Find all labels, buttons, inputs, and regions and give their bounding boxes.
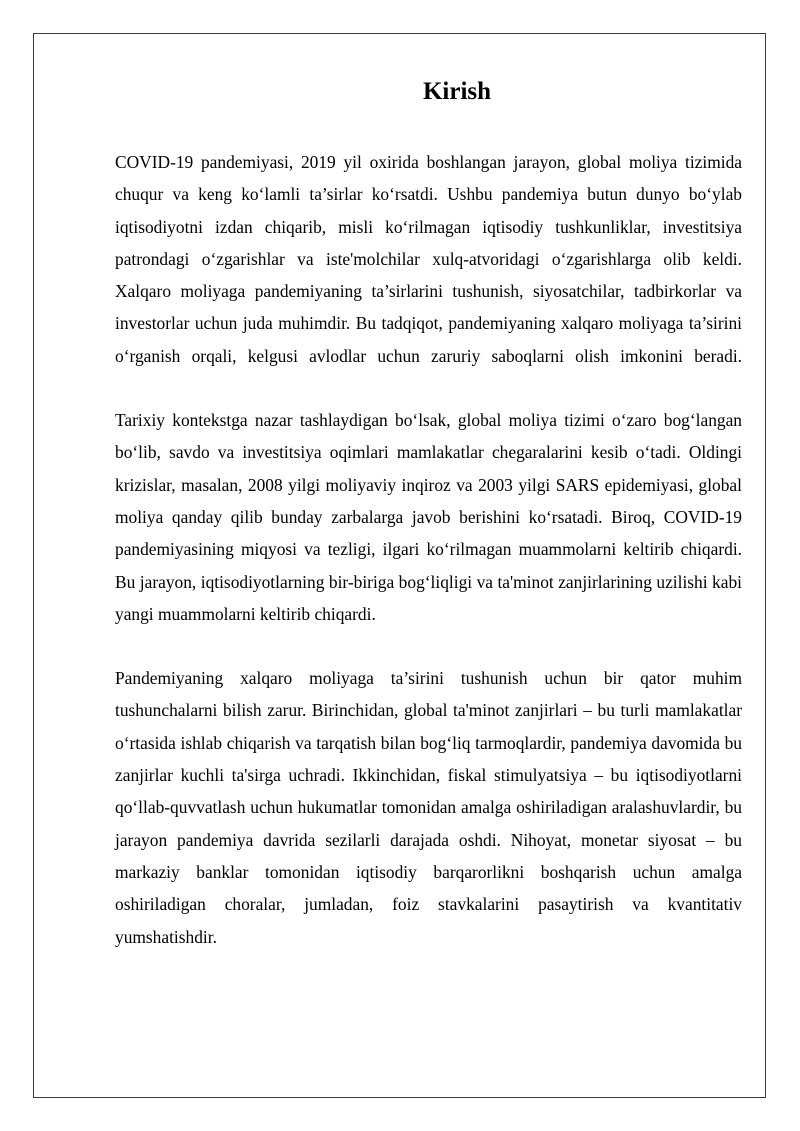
- document-body: [115, 76, 742, 953]
- paragraph-historical-context: Tarixiy kontekstga nazar tashlaydigan bo‘lsak, global moliya tizimi o‘zaro bog‘langan bo‘lib, savdo va investitsiya oqimlari mamlakatlar chegaralarini kesib o‘tadi. Oldingi krizislar, masalan, 2008 yilgi moliyaviy inqiroz va 2003 yilgi SARS epidemiyasi, global moliya qanday qilib bunday zarbalarga javob berishini ko‘rsatadi. Biroq, COVID-19 pandemiyasining miqyosi va tezligi, ilgari ko‘rilmagan muammolarni keltirib chiqardi. Bu jarayon, iqtisodiyotlarning bir-biriga bog‘liqligi va ta'minot zanjirlarining uzilishi kabi yangi muammolarni keltirib chiqardi.: [115, 410, 742, 624]
- paragraph-introduction: COVID-19 pandemiyasi, 2019 yil oxirida boshlangan jarayon, global moliya tizimida chuqur va keng ko‘lamli ta’sirlar ko‘rsatdi. Ushbu pandemiya butun dunyo bo‘ylab iqtisodiyotni izdan chiqarib, misli ko‘rilmagan iqtisodiy tushkunliklar, investitsiya patrondagi o‘zgarishlar va iste'molchilar xulq-atvoridagi o‘zgarishlarga olib keldi. Xalqaro moliyaga pandemiyaning ta’sirlarini tushunish, siyosatchilar, tadbirkorlar va investorlar uchun juda muhimdir. Bu tadqiqot, pandemiyaning xalqaro moliyaga ta’sirini o‘rganish orqali, kelgusi avlodlar uchun zaruriy saboqlarni olish imkonini beradi.: [115, 152, 742, 366]
- page-title: Kirish: [422, 78, 492, 105]
- paragraph-key-concepts: Pandemiyaning xalqaro moliyaga ta’sirini tushunish uchun bir qator muhim tushunchalarni bilish zarur. Birinchidan, global ta'minot zanjirlari – bu turli mamlakatlar o‘rtasida ishlab chiqarish va tarqatish bilan bog‘liq tarmoqlardir, pandemiya davomida bu zanjirlar kuchli ta'sirga uchradi. Ikkinchidan, fiskal stimulyatsiya – bu iqtisodiyotlarni qo‘llab-quvvatlash uchun hukumatlar tomonidan amalga oshiriladigan aralashuvlardir, bu jarayon pandemiya davrida sezilarli darajada oshdi. Nihoyat, monetar siyosat – bu markaziy banklar tomonidan iqtisodiy barqarorlikni boshqarish uchun amalga oshiriladigan choralar, jumladan, foiz stavkalarini pasaytirish va kvantitativ yumshatishdir.: [115, 668, 742, 947]
